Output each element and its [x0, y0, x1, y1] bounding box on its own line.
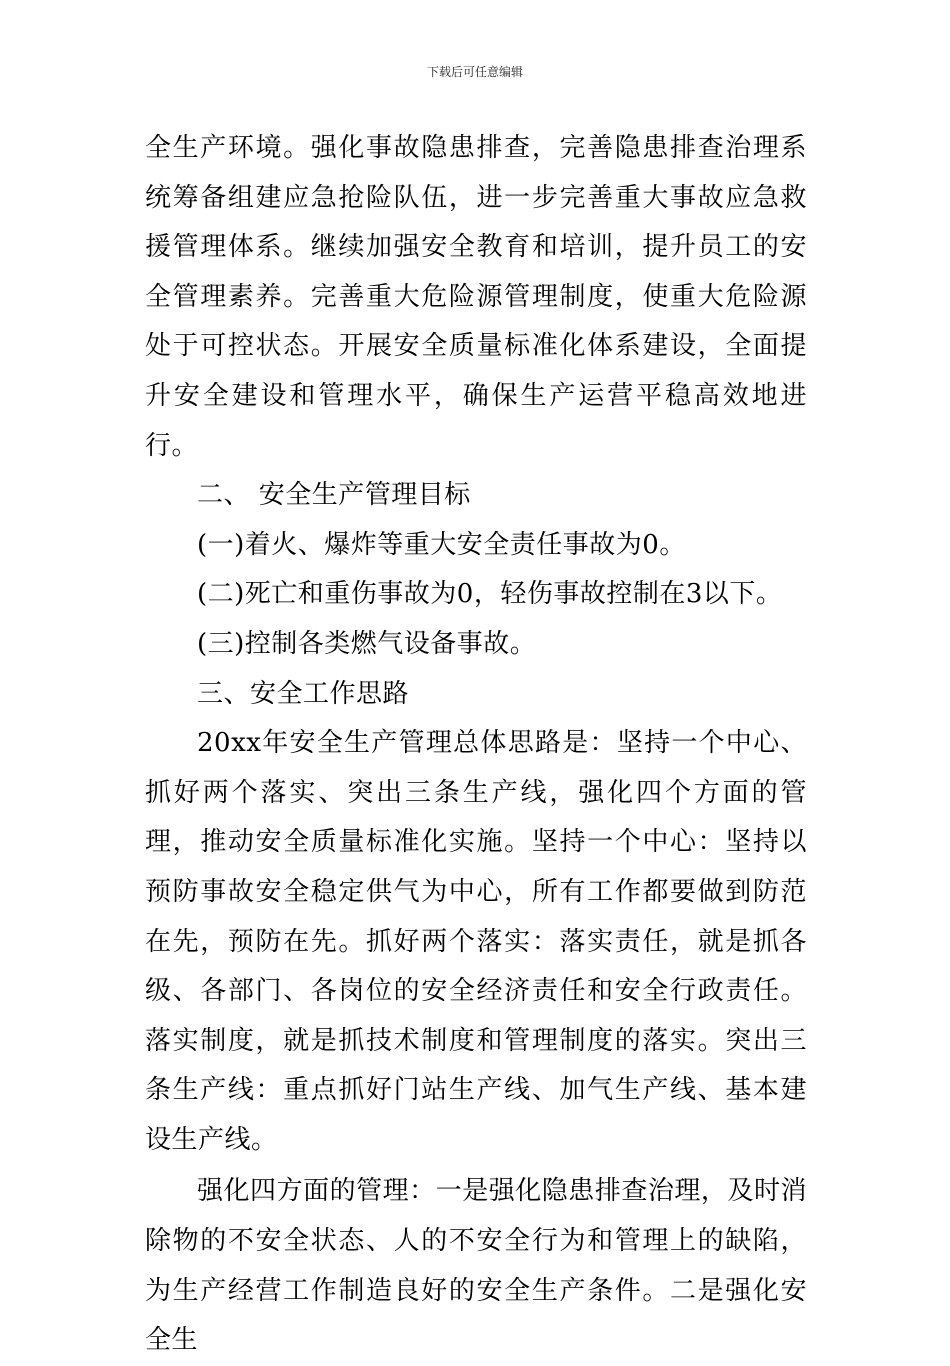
- section-heading-three: 三、安全工作思路: [197, 678, 410, 709]
- section-heading-two: 二、 安全生产管理目标: [197, 480, 471, 511]
- paragraph-continuation: 全生产环境。强化事故隐患排查，完善隐患排查治理系统筹备组建应急抢险队伍，进一步完善重大事故应急救援管理体系。继续加强安全教育和培训，提升员工的安 全管理素养。完善重大危险源管理制度，使重大危险源处于可控状态。开展安全质量标准化体系建设，全面提升安全建设和管理水平，确保生产运营平稳高效地进行。: [145, 133, 807, 461]
- target-item-three: (三)控制各类燃气设备事故。: [197, 628, 537, 659]
- paragraph-four-aspects: 强化四方面的管理：一是强化隐患排查治理，及时消除物的不安全状态、人的不安全行为和管理上的缺陷，为生产经营工作制造良好的安全生产条件。二是强化安全生: [145, 1176, 807, 1356]
- paragraph-overall-approach: 20xx年安全生产管理总体思路是：坚持一个中心、抓好两个落实、突出三条生产线，强化四个方面的管理，推动安全质量标准化实施。坚持一个中心：坚持以预防事故安全稳定供气为中心，所有工作都要做到防范在先，预防在先。抓好两个落实：落实责任，就是抓各级、各部门、各岗位的安全经济责任和安全行政责任。落实制度，就是抓技术制度和管理制度的落实。突出三条生产线：重点抓好门站生产线、加气生产线、基本建设生产线。: [145, 728, 807, 1155]
- target-item-two: (二)死亡和重伤事故为0，轻伤事故控制在3以下。: [197, 579, 783, 610]
- target-item-one: (一)着火、爆炸等重大安全责任事故为0。: [197, 529, 686, 560]
- page-header: 下载后可任意编辑: [426, 65, 523, 79]
- document-body: [145, 124, 807, 1366]
